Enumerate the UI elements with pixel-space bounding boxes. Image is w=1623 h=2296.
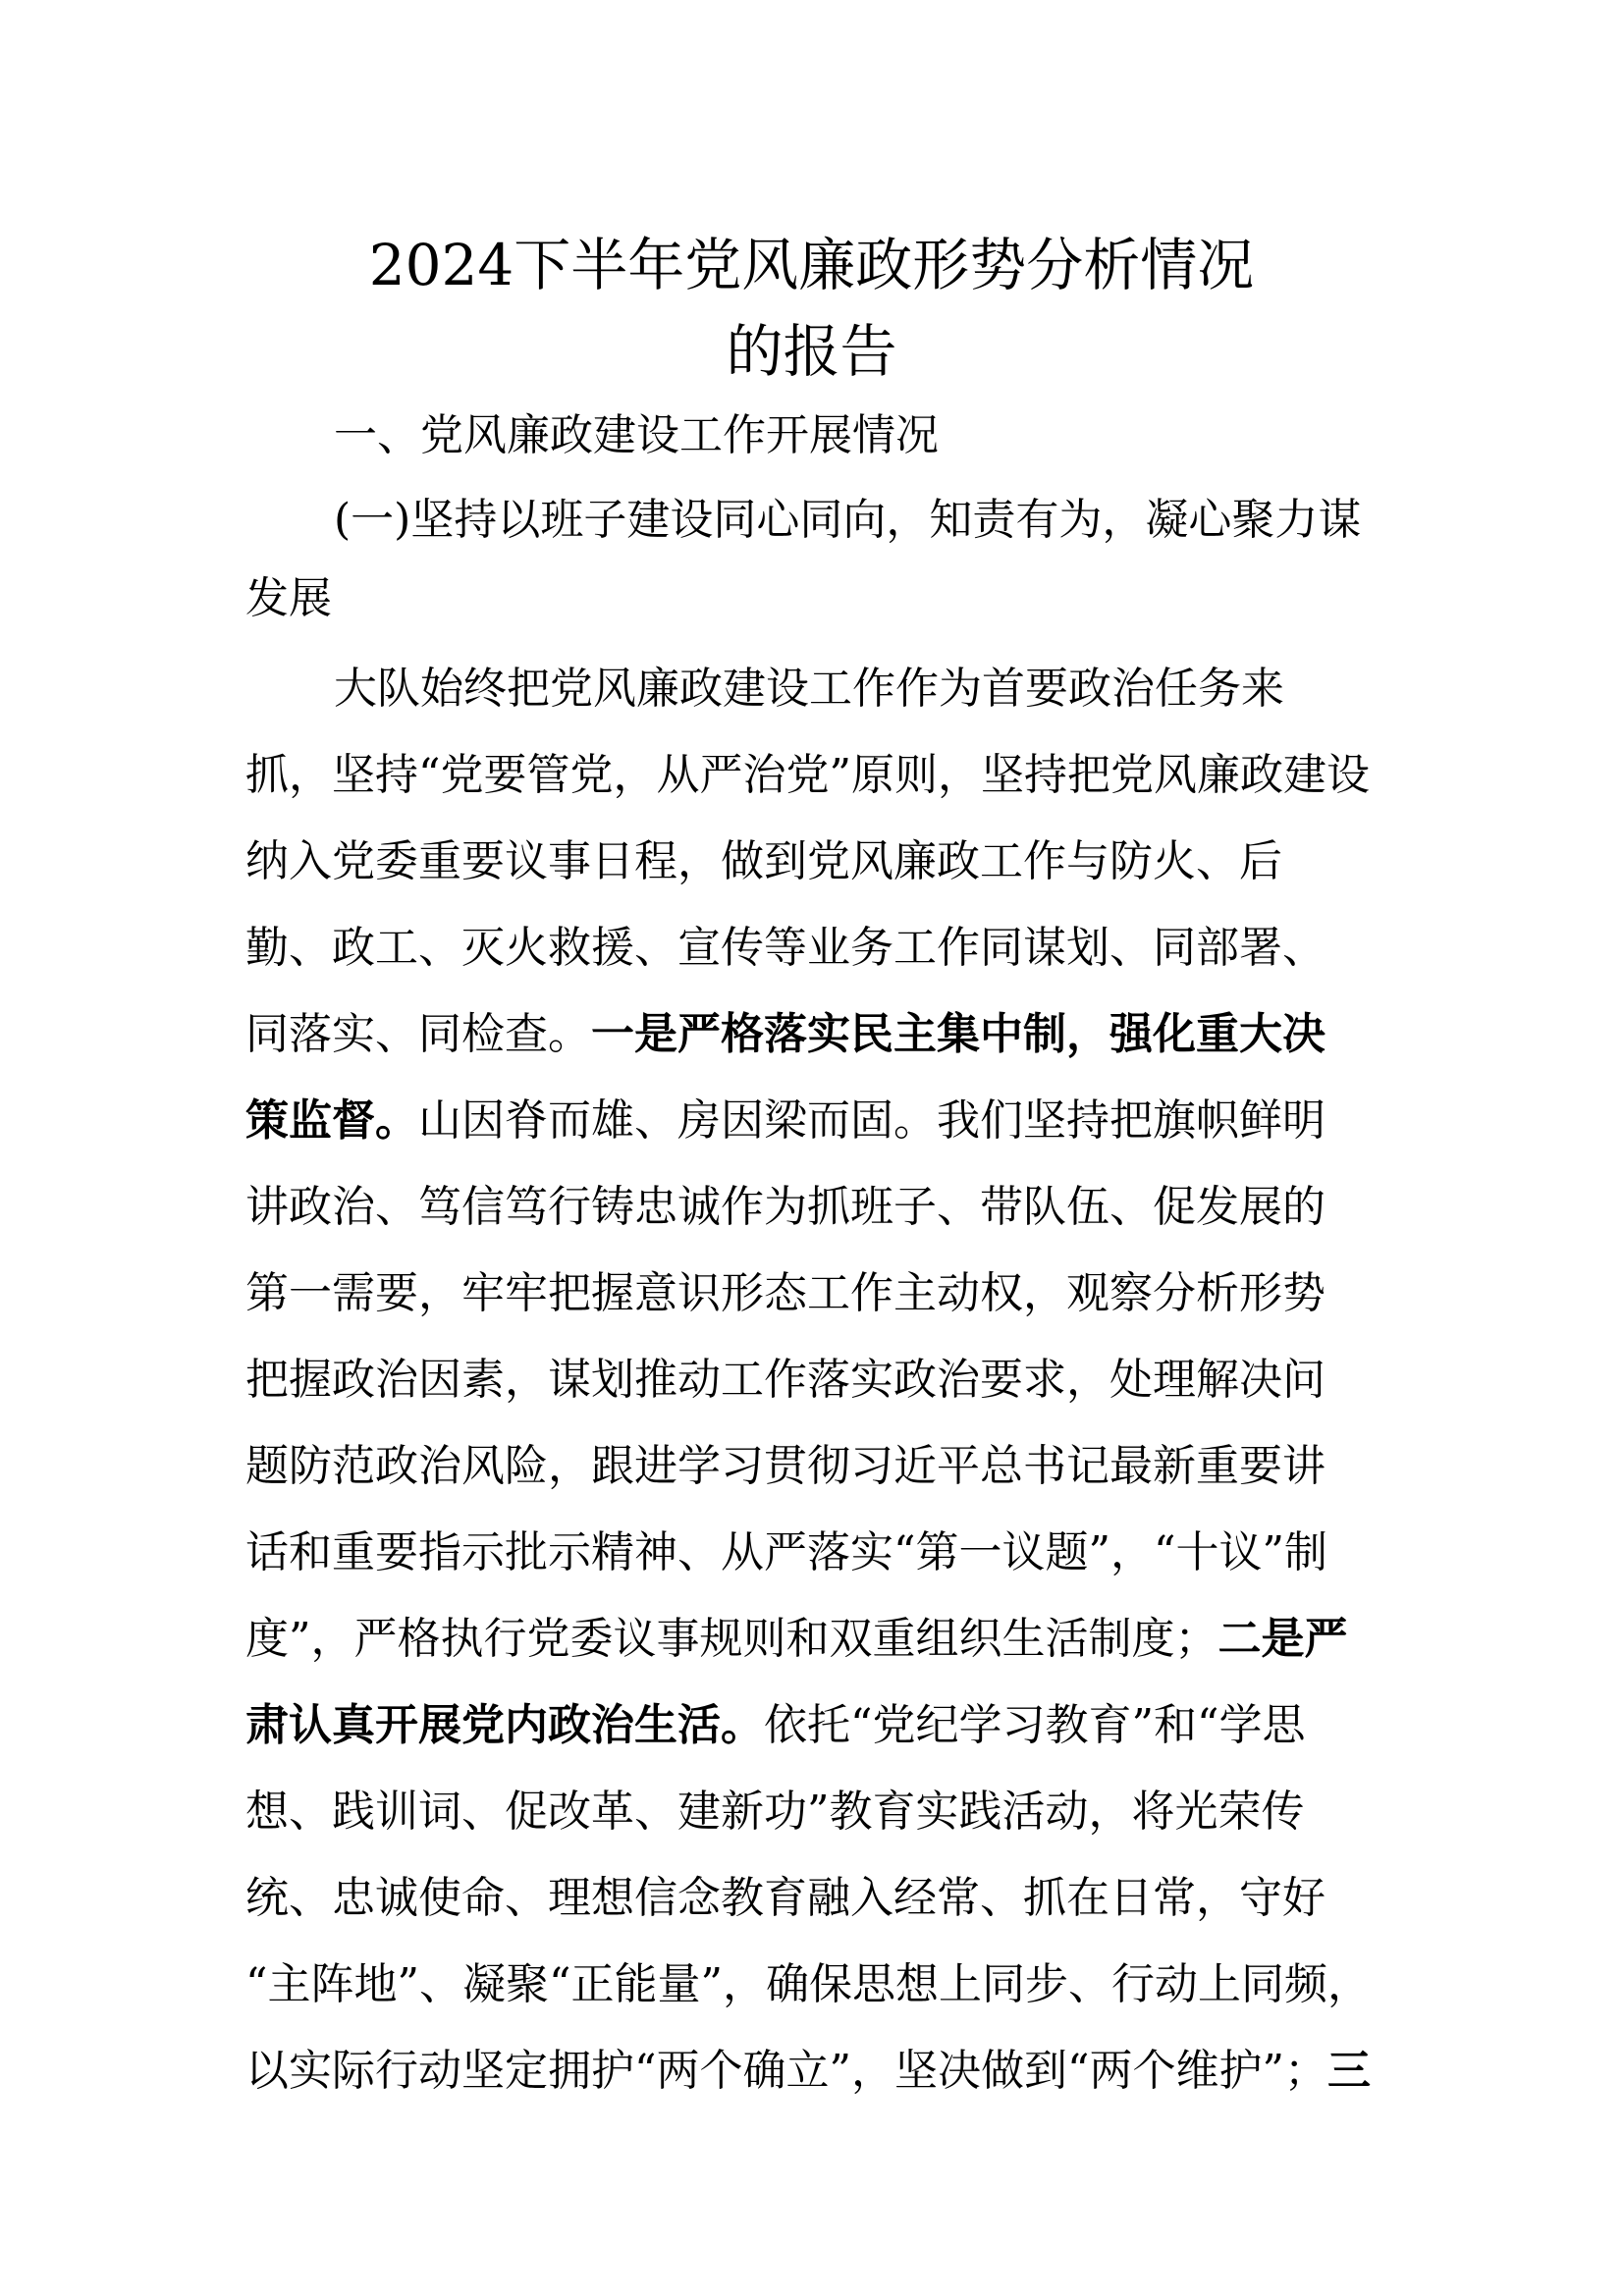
body-line bbox=[245, 1682, 1305, 1769]
body-line: 想、践训词、促改革、建新功”教育实践活动，将光荣传 bbox=[245, 1787, 1305, 1837]
body-line: 勤、政工、灭火救援、宣传等业务工作同谋划、同部署、 bbox=[245, 923, 1325, 973]
body-line: 第一需要，牢牢把握意识形态工作主动权，观察分析形势 bbox=[245, 1268, 1325, 1318]
body-line bbox=[245, 2028, 1371, 2114]
bold-point-2-part-1: 二是严 bbox=[1217, 1614, 1348, 1664]
body-line: 把握政治因素，谋划推动工作落实政治要求，处理解决问 bbox=[245, 1355, 1325, 1405]
body-line: 大队始终把党风廉政建设工作作为首要政治任务来 bbox=[334, 664, 1284, 714]
body-line bbox=[245, 991, 1325, 1078]
section-heading: 一、党风廉政建设工作开展情况 bbox=[334, 410, 939, 460]
body-text: 依托“党纪学习教育”和“学思 bbox=[764, 1700, 1306, 1750]
document-title-line-2: 的报告 bbox=[726, 318, 897, 385]
body-line bbox=[245, 1596, 1348, 1682]
body-line: 讲政治、笃信笃行铸忠诚作为抓班子、带队伍、促发展的 bbox=[245, 1182, 1325, 1232]
bold-point-1-part-2: 策监督。 bbox=[245, 1095, 418, 1146]
body-text: 以实际行动坚定拥护“两个确立”，坚决做到“两个维护”； bbox=[245, 2046, 1327, 2096]
body-text: 度”，严格执行党委议事规则和双重组织生活制度； bbox=[245, 1614, 1218, 1664]
body-line: 统、忠诚使命、理想信念教育融入经常、抓在日常，守好 bbox=[245, 1873, 1325, 1923]
body-text: 同落实、同检查。 bbox=[245, 1009, 591, 1059]
bold-point-3-start: 三 bbox=[1326, 2046, 1371, 2096]
body-line: 抓，坚持“党要管党，从严治党”原则，坚持把党风廉政建设 bbox=[245, 750, 1370, 800]
body-line: 纳入党委重要议事日程，做到党风廉政工作与防火、后 bbox=[245, 836, 1282, 886]
bold-point-2-part-2: 肃认真开展党内政治生活。 bbox=[245, 1700, 764, 1750]
body-line: “主阵地”、凝聚“正能量”，确保思想上同步、行动上同频， bbox=[245, 1959, 1371, 2009]
body-text: 山因脊而雄、房因梁而固。我们坚持把旗帜鲜明 bbox=[418, 1095, 1325, 1146]
body-line: 题防范政治风险，跟进学习贯彻习近平总书记最新重要讲 bbox=[245, 1441, 1325, 1491]
body-line: 话和重要指示批示精神、从严落实“第一议题”，“十议”制 bbox=[245, 1527, 1327, 1577]
bold-point-1-part-1: 一是严格落实民主集中制，强化重大决 bbox=[591, 1009, 1325, 1059]
document-title-line-1: 2024下半年党风廉政形势分析情况 bbox=[368, 232, 1255, 298]
body-line bbox=[245, 1078, 1325, 1164]
subsection-heading-line-2: 发展 bbox=[245, 573, 332, 623]
subsection-heading-line-1: (一)坚持以班子建设同心同向，知责有为，凝心聚力谋 bbox=[334, 495, 1362, 545]
